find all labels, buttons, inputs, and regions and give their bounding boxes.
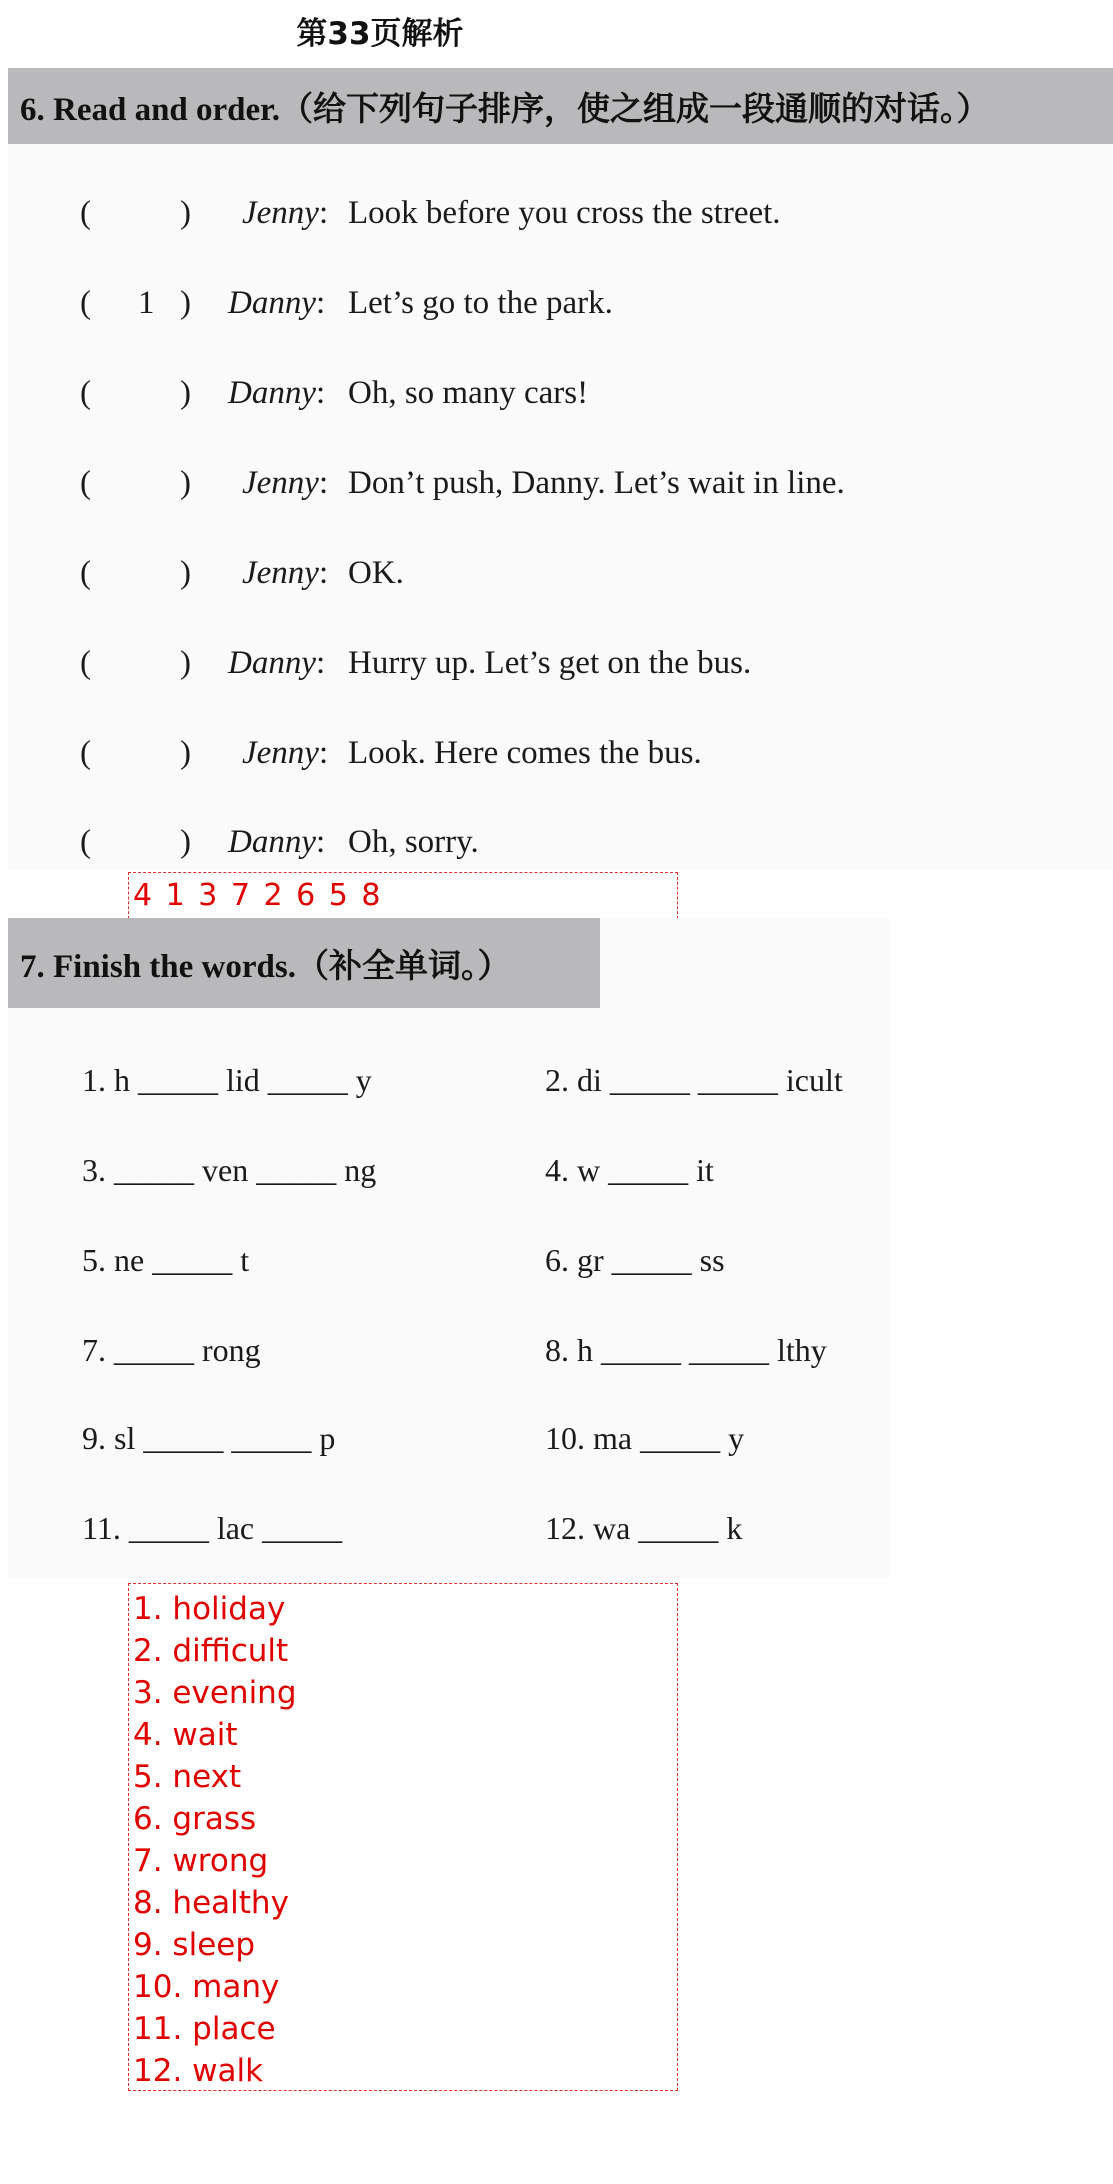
dialogue-text: Let’s go to the park. — [348, 285, 613, 321]
section6-answer: 4 1 3 7 2 6 5 8 — [128, 872, 678, 919]
dialogue-text: Don’t push, Danny. Let’s wait in line. — [348, 465, 845, 501]
dialogue-text: Hurry up. Let’s get on the bus. — [348, 645, 752, 681]
answer-line: 2. difficult — [133, 1633, 289, 1669]
word-item: 11. _____ lac _____ — [82, 1510, 343, 1546]
paren-open: ( — [80, 285, 91, 321]
paren-close: ) — [180, 824, 191, 860]
speaker-name: Danny: — [228, 375, 326, 411]
speaker-name: Danny: — [228, 645, 326, 681]
paren-open: ( — [80, 195, 91, 231]
section7-answers — [128, 1583, 678, 2091]
speaker-name: Danny: — [228, 285, 326, 321]
order-number: 1 — [138, 285, 155, 321]
paren-close: ) — [180, 375, 191, 411]
paren-close: ) — [180, 195, 191, 231]
word-item: 1. h _____ lid _____ y — [82, 1062, 372, 1098]
paren-open: ( — [80, 555, 91, 591]
word-item: 7. _____ rong — [82, 1332, 261, 1368]
dialogue-text: Oh, so many cars! — [348, 375, 589, 411]
answer-line: 7. wrong — [133, 1843, 269, 1879]
speaker-name: Jenny: — [242, 555, 329, 591]
word-item: 4. w _____ it — [545, 1152, 714, 1188]
word-item: 10. ma _____ y — [545, 1420, 745, 1456]
word-item: 5. ne _____ t — [82, 1242, 250, 1278]
answer-line: 6. grass — [133, 1801, 257, 1837]
dialogue-text: Look before you cross the street. — [348, 195, 781, 231]
section7-heading: 7. Finish the words.（补全单词。） — [8, 918, 600, 1008]
answer-line: 12. walk — [133, 2053, 264, 2089]
speaker-name: Danny: — [228, 824, 326, 860]
paren-close: ) — [180, 645, 191, 681]
answer-line: 4. wait — [133, 1717, 238, 1753]
answer-line: 3. evening — [133, 1675, 297, 1711]
word-item: 12. wa _____ k — [545, 1510, 743, 1546]
paren-open: ( — [80, 824, 91, 860]
answer-line: 8. healthy — [133, 1885, 289, 1921]
paren-open: ( — [80, 375, 91, 411]
speaker-name: Jenny: — [242, 735, 329, 771]
word-item: 6. gr _____ ss — [545, 1242, 725, 1278]
paren-open: ( — [80, 645, 91, 681]
paren-open: ( — [80, 465, 91, 501]
section6-heading: 6. Read and order.（给下列句子排序，使之组成一段通顺的对话。） — [8, 68, 1113, 144]
dialogue-text: Look. Here comes the bus. — [348, 735, 702, 771]
word-item: 8. h _____ _____ lthy — [545, 1332, 827, 1368]
word-item: 2. di _____ _____ icult — [545, 1062, 843, 1098]
page-title: 第33页解析 — [296, 16, 464, 52]
dialogue-text: Oh, sorry. — [348, 824, 479, 860]
answer-line: 10. many — [133, 1969, 280, 2005]
paren-close: ) — [180, 465, 191, 501]
answer-line: 11. place — [133, 2011, 276, 2047]
paren-close: ) — [180, 285, 191, 321]
answer-line: 5. next — [133, 1759, 242, 1795]
word-item: 9. sl _____ _____ p — [82, 1420, 336, 1456]
paren-open: ( — [80, 735, 91, 771]
speaker-name: Jenny: — [242, 195, 329, 231]
dialogue-text: OK. — [348, 555, 404, 591]
paren-close: ) — [180, 735, 191, 771]
answer-line: 9. sleep — [133, 1927, 256, 1963]
answer-line: 1. holiday — [133, 1591, 286, 1627]
paren-close: ) — [180, 555, 191, 591]
word-item: 3. _____ ven _____ ng — [82, 1152, 377, 1188]
speaker-name: Jenny: — [242, 465, 329, 501]
